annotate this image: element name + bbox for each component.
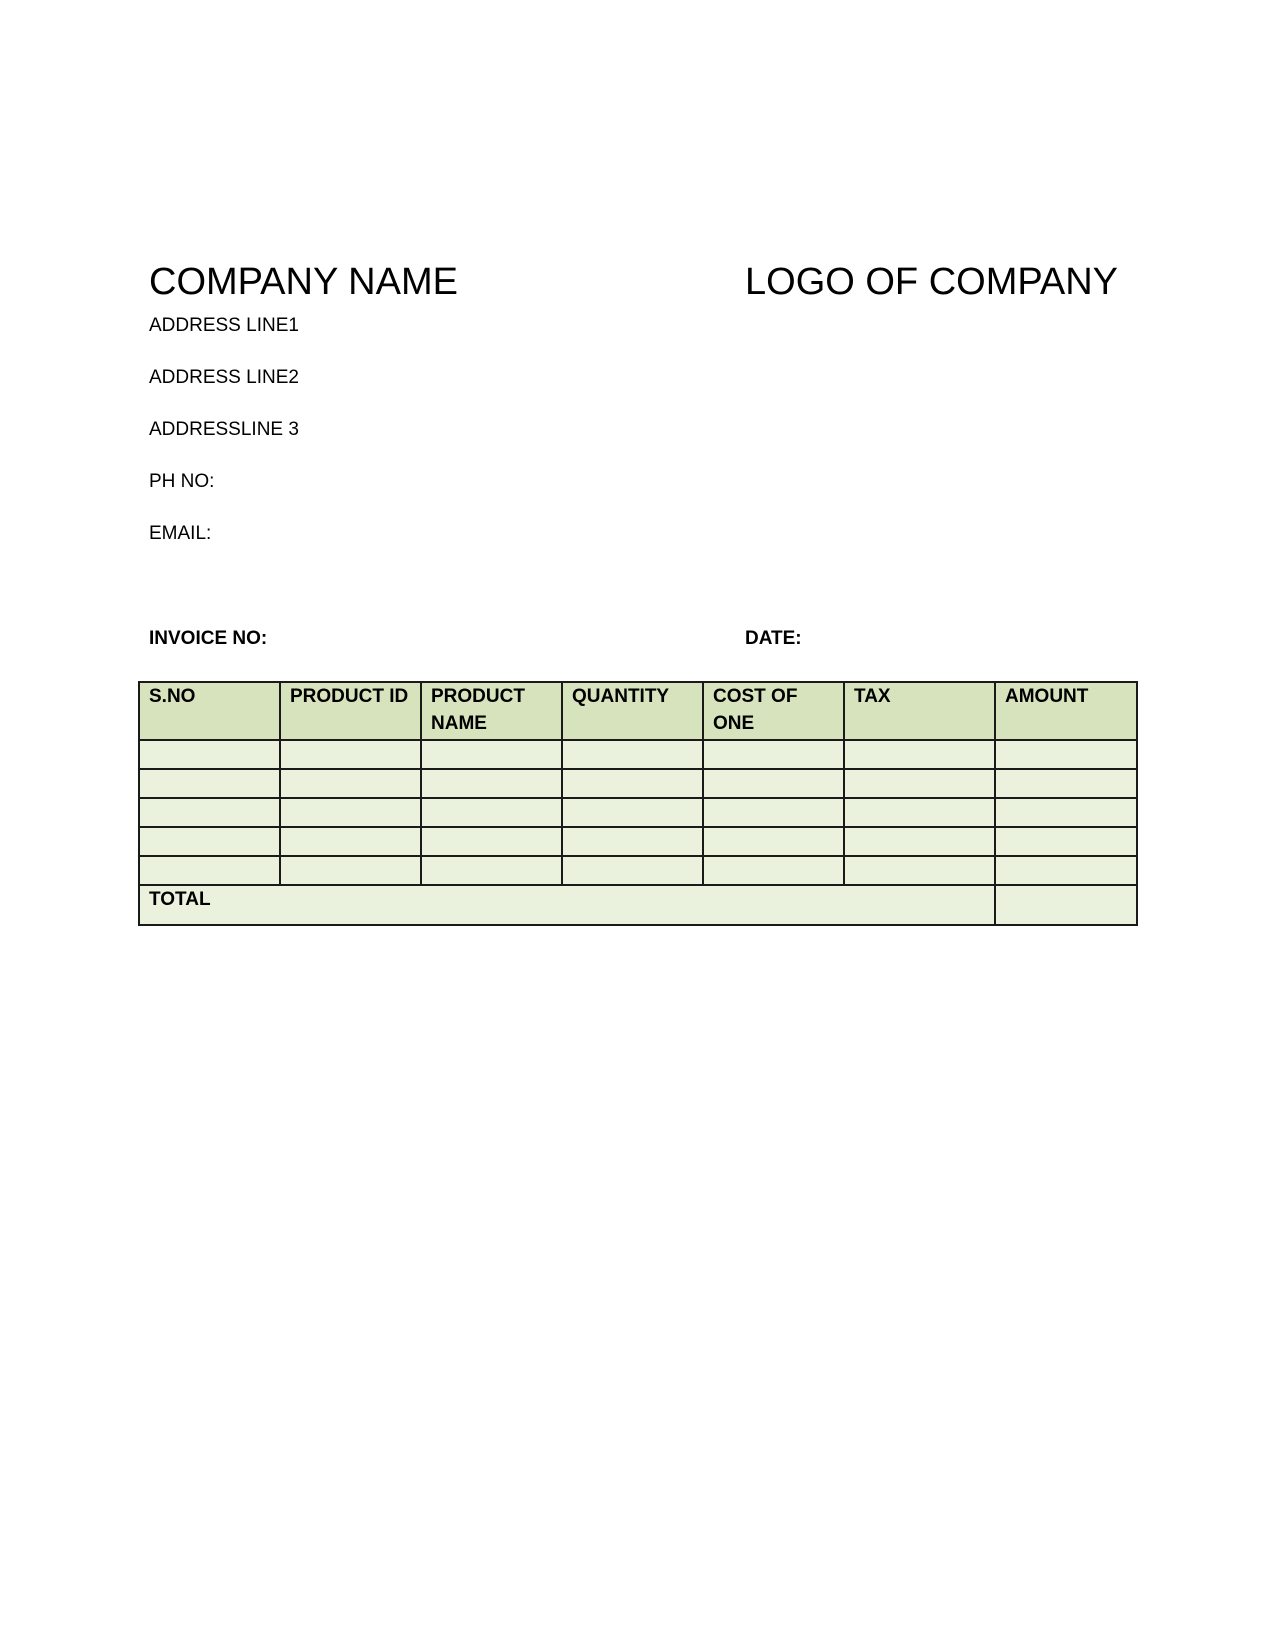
- total-row: [139, 885, 1137, 925]
- table-row: [139, 798, 1137, 827]
- table-cell[interactable]: [562, 740, 703, 769]
- column-header-product-id: PRODUCT ID: [280, 682, 421, 740]
- table-cell[interactable]: [421, 769, 562, 798]
- table-row: [139, 827, 1137, 856]
- table-cell[interactable]: [844, 827, 995, 856]
- table-cell[interactable]: [562, 827, 703, 856]
- email-label: EMAIL:: [149, 523, 212, 544]
- table-cell[interactable]: [421, 798, 562, 827]
- table-cell[interactable]: [280, 827, 421, 856]
- column-header-tax: TAX: [844, 682, 995, 740]
- table-cell[interactable]: [995, 740, 1137, 769]
- table-row: [139, 769, 1137, 798]
- invoice-number-label: INVOICE NO:: [149, 628, 268, 649]
- company-name: COMPANY NAME: [149, 261, 458, 303]
- table-cell[interactable]: [421, 740, 562, 769]
- table-header-row: [139, 682, 1137, 740]
- table-cell[interactable]: [844, 856, 995, 885]
- table-cell[interactable]: [995, 827, 1137, 856]
- table-cell[interactable]: [421, 856, 562, 885]
- table-cell[interactable]: [703, 769, 844, 798]
- table-cell[interactable]: [139, 798, 280, 827]
- column-header-product-name: PRODUCT NAME: [421, 682, 562, 740]
- table-row: [139, 856, 1137, 885]
- table-cell[interactable]: [139, 740, 280, 769]
- phone-label: PH NO:: [149, 471, 215, 492]
- table-cell[interactable]: [280, 769, 421, 798]
- table-cell[interactable]: [280, 856, 421, 885]
- address-line-1: ADDRESS LINE1: [149, 315, 299, 336]
- table-cell[interactable]: [280, 798, 421, 827]
- total-label: TOTAL: [139, 885, 995, 925]
- column-header-cost-of-one: COST OF ONE: [703, 682, 844, 740]
- table-cell[interactable]: [703, 856, 844, 885]
- invoice-items-table: [138, 681, 1138, 926]
- table-cell[interactable]: [703, 798, 844, 827]
- table-cell[interactable]: [844, 769, 995, 798]
- table-cell[interactable]: [280, 740, 421, 769]
- table-cell[interactable]: [703, 827, 844, 856]
- table-cell[interactable]: [421, 827, 562, 856]
- address-line-3: ADDRESSLINE 3: [149, 419, 299, 440]
- table-cell[interactable]: [703, 740, 844, 769]
- total-amount-cell[interactable]: [995, 885, 1137, 925]
- date-label: DATE:: [745, 628, 802, 649]
- table-cell[interactable]: [139, 856, 280, 885]
- table-cell[interactable]: [995, 769, 1137, 798]
- table-row: [139, 740, 1137, 769]
- table-cell[interactable]: [562, 769, 703, 798]
- table-cell[interactable]: [995, 798, 1137, 827]
- table-cell[interactable]: [139, 769, 280, 798]
- column-header-quantity: QUANTITY: [562, 682, 703, 740]
- table-cell[interactable]: [844, 740, 995, 769]
- table-cell[interactable]: [844, 798, 995, 827]
- column-header-sno: S.NO: [139, 682, 280, 740]
- table-cell[interactable]: [995, 856, 1137, 885]
- table-cell[interactable]: [139, 827, 280, 856]
- company-logo-placeholder: LOGO OF COMPANY: [745, 261, 1119, 303]
- address-line-2: ADDRESS LINE2: [149, 367, 299, 388]
- table-cell[interactable]: [562, 798, 703, 827]
- column-header-amount: AMOUNT: [995, 682, 1137, 740]
- table-cell[interactable]: [562, 856, 703, 885]
